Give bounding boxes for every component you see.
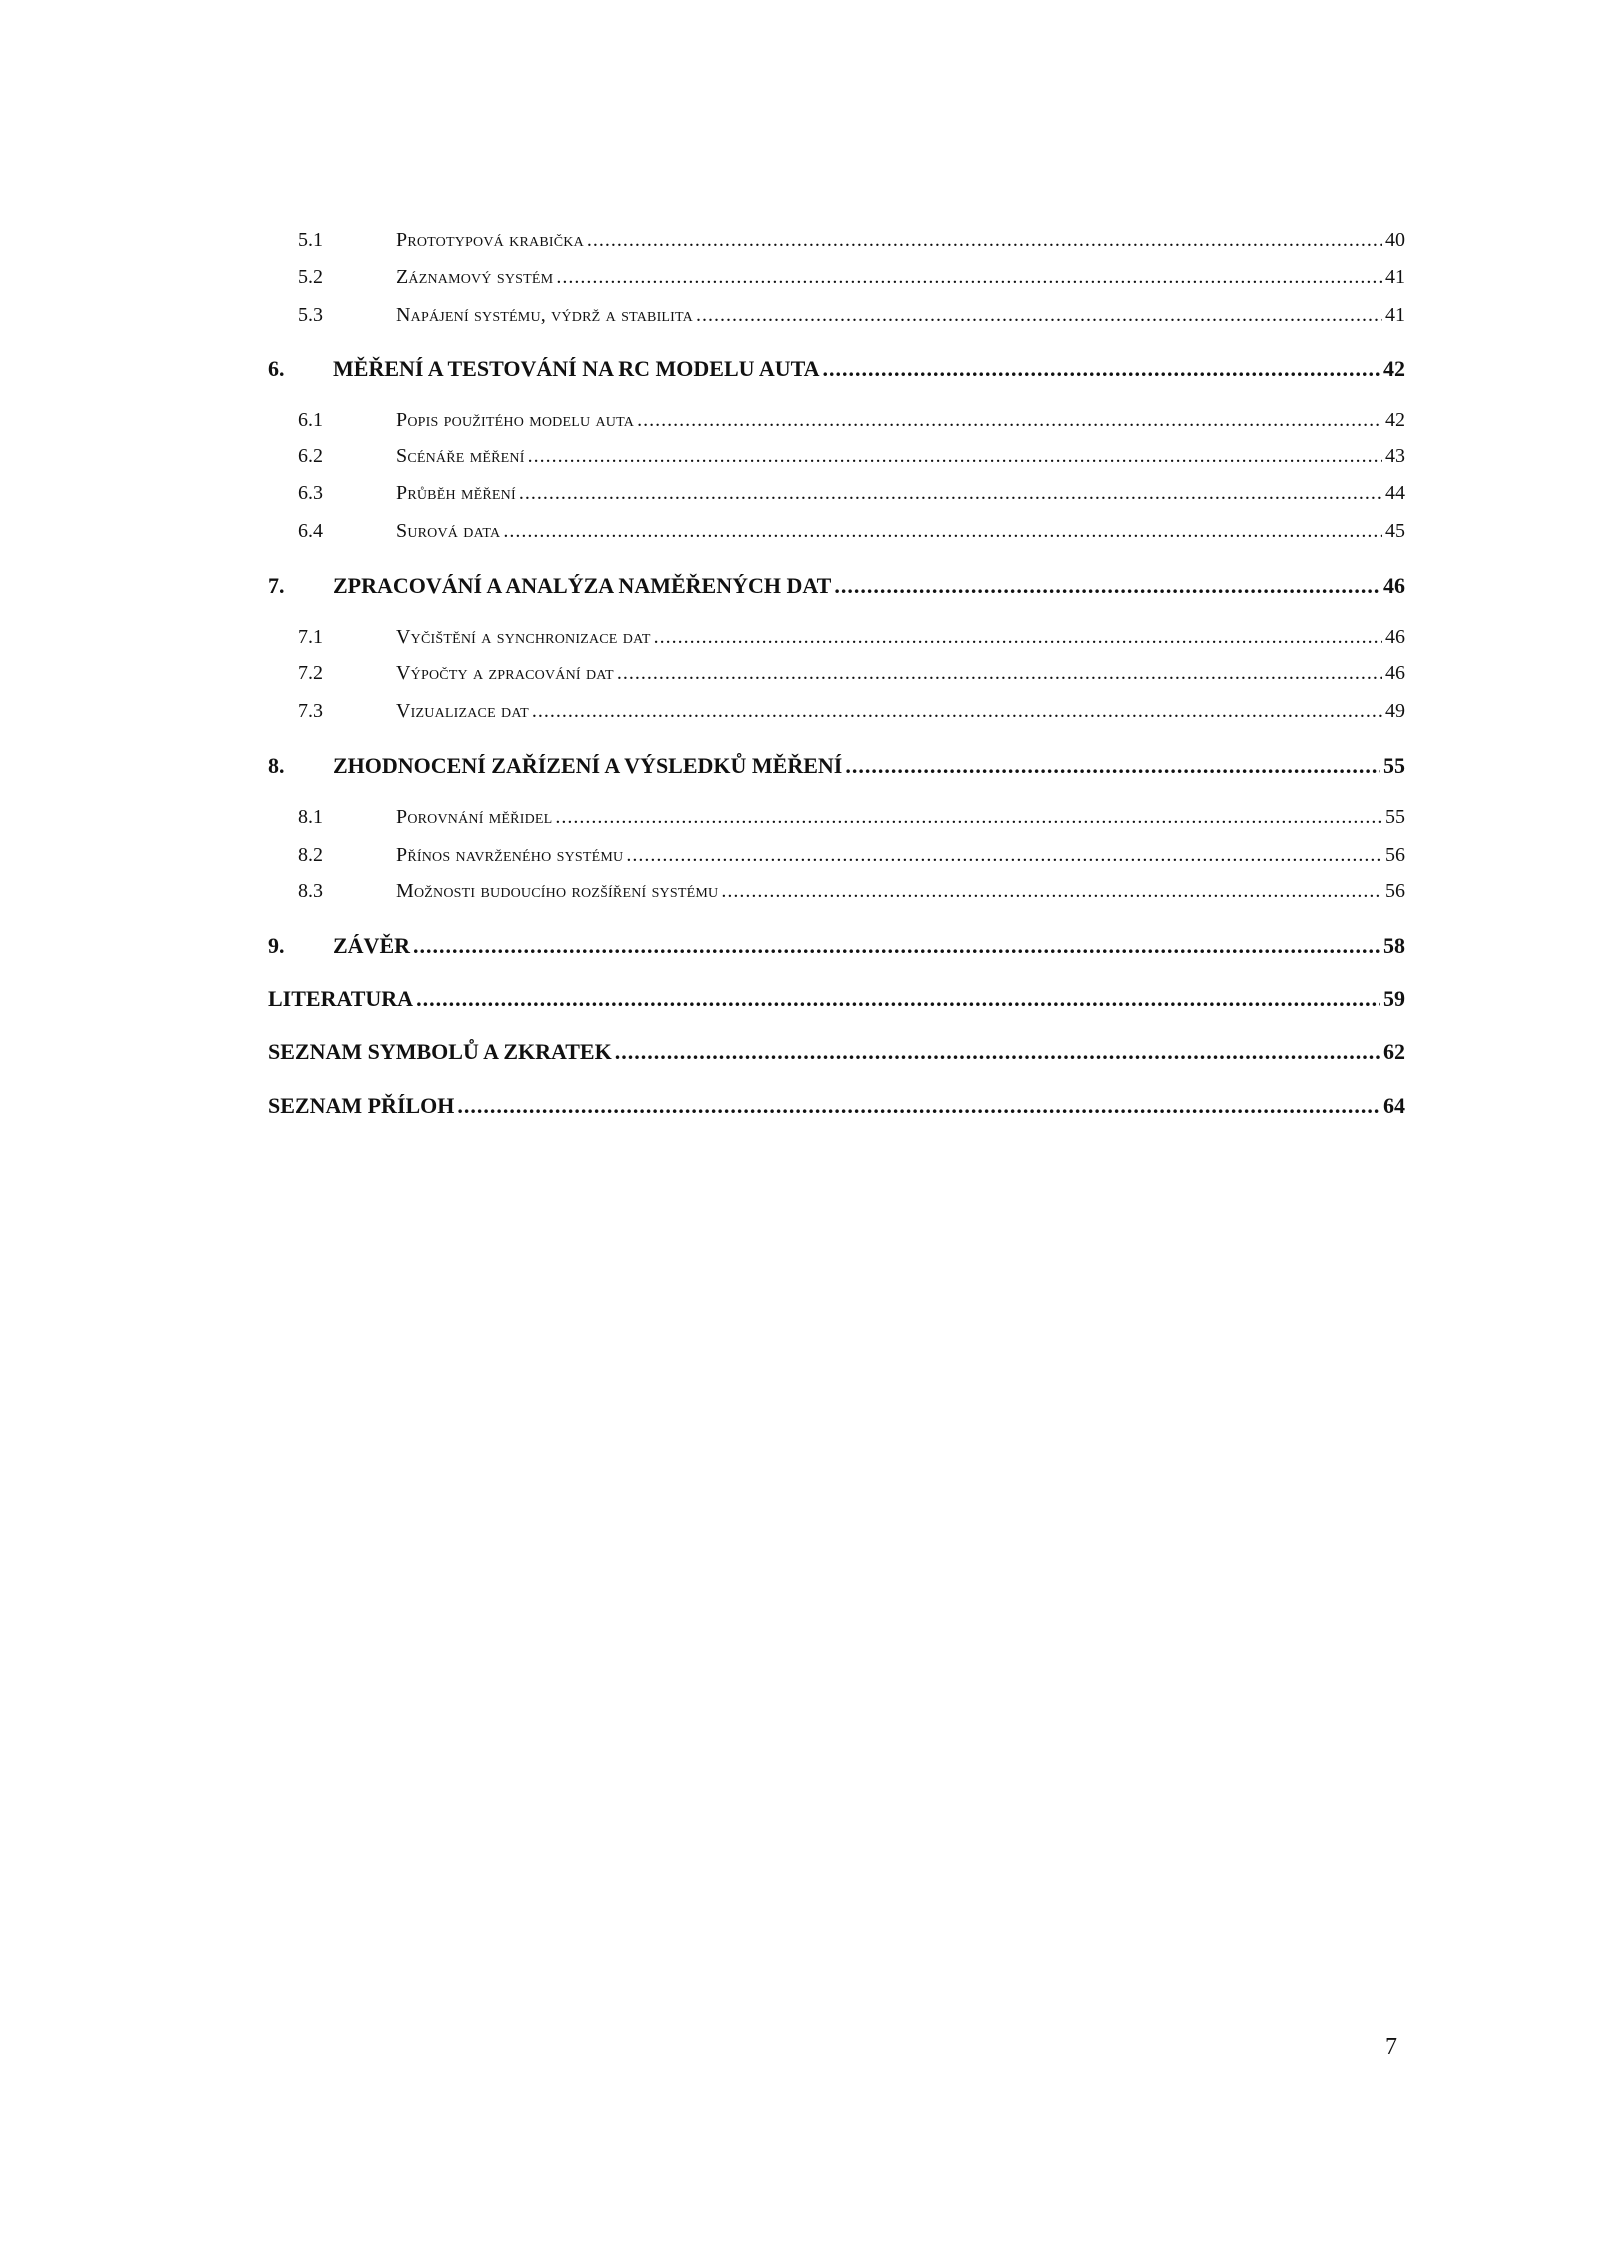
- toc-entry-number: 6.2: [298, 445, 323, 467]
- dot-leader: [654, 626, 1382, 649]
- toc-entry-title: Scénáře měření: [396, 445, 525, 467]
- toc-entry-number: 9.: [268, 933, 285, 958]
- toc-entry-number: 5.3: [298, 304, 323, 326]
- toc-entry-number: 5.2: [298, 266, 323, 288]
- toc-entry-number: 6.3: [298, 482, 323, 504]
- toc-entry-page: 56: [1385, 880, 1405, 902]
- toc-entry-page: 43: [1385, 445, 1405, 467]
- toc-entry-page: 41: [1385, 304, 1405, 326]
- dot-leader: [503, 520, 1382, 543]
- toc-section-entry[interactable]: [268, 700, 1405, 723]
- toc-entry-title: Vizualizace dat: [396, 700, 529, 722]
- toc-entry-page: 41: [1385, 266, 1405, 288]
- toc-entry-title: Možnosti budoucího rozšíření systému: [396, 880, 719, 902]
- toc-section-entry[interactable]: [268, 844, 1405, 867]
- dot-leader: [617, 662, 1382, 685]
- toc-chapter-entry[interactable]: [268, 573, 1405, 599]
- toc-entry-title: LITERATURA: [268, 986, 414, 1011]
- toc-entry-page: 46: [1385, 662, 1405, 684]
- toc-entry-page: 45: [1385, 520, 1405, 542]
- dot-leader: [555, 806, 1382, 829]
- dot-leader: [457, 1093, 1380, 1119]
- toc-entry-number: 5.1: [298, 229, 323, 251]
- toc-chapter-entry[interactable]: [268, 986, 1405, 1012]
- toc-chapter-entry[interactable]: [268, 753, 1405, 779]
- dot-leader: [532, 700, 1382, 723]
- toc-entry-title: Přínos navrženého systému: [396, 844, 624, 866]
- dot-leader: [721, 880, 1382, 903]
- toc-section-entry[interactable]: [268, 229, 1405, 252]
- toc-entry-title: Napájení systému, výdrž a stabilita: [396, 304, 693, 326]
- toc-entry-page: 55: [1385, 806, 1405, 828]
- toc-entry-title: ZPRACOVÁNÍ A ANALÝZA NAMĚŘENÝCH DAT: [333, 573, 832, 598]
- dot-leader: [416, 986, 1380, 1012]
- toc-section-entry[interactable]: [268, 304, 1405, 327]
- toc-entry-number: 6.: [268, 356, 285, 381]
- dot-leader: [587, 229, 1382, 252]
- dot-leader: [615, 1039, 1380, 1065]
- toc-section-entry[interactable]: [268, 409, 1405, 432]
- toc-entry-title: Porovnání měřidel: [396, 806, 553, 828]
- toc-section-entry[interactable]: [268, 520, 1405, 543]
- toc-entry-title: Surová data: [396, 520, 501, 542]
- dot-leader: [834, 573, 1380, 599]
- toc-entry-number: 7.1: [298, 626, 323, 648]
- dot-leader: [556, 266, 1382, 289]
- toc-section-entry[interactable]: [268, 266, 1405, 289]
- dot-leader: [823, 356, 1380, 382]
- toc-section-entry[interactable]: [268, 880, 1405, 903]
- dot-leader: [528, 445, 1382, 468]
- toc-entry-page: 64: [1383, 1093, 1405, 1118]
- toc-entry-number: 6.4: [298, 520, 323, 542]
- toc-entry-page: 42: [1385, 409, 1405, 431]
- toc-entry-number: 8.: [268, 753, 285, 778]
- toc-entry-page: 62: [1383, 1039, 1405, 1064]
- toc-entry-page: 59: [1383, 986, 1405, 1011]
- toc-entry-page: 46: [1385, 626, 1405, 648]
- toc-entry-number: 7.: [268, 573, 285, 598]
- page-number: 7: [1385, 2034, 1397, 2060]
- toc-chapter-entry[interactable]: [268, 933, 1405, 959]
- toc-entry-number: 8.1: [298, 806, 323, 828]
- toc-entry-title: SEZNAM SYMBOLŮ A ZKRATEK: [268, 1039, 612, 1064]
- toc-entry-title: Průběh měření: [396, 482, 516, 504]
- toc-entry-title: Výpočty a zpracování dat: [396, 662, 614, 684]
- toc-entry-number: 8.2: [298, 844, 323, 866]
- toc-entry-number: 7.2: [298, 662, 323, 684]
- toc-entry-page: 44: [1385, 482, 1405, 504]
- toc-section-entry[interactable]: [268, 806, 1405, 829]
- toc-section-entry[interactable]: [268, 482, 1405, 505]
- toc-entry-number: 6.1: [298, 409, 323, 431]
- toc-section-entry[interactable]: [268, 662, 1405, 685]
- toc-section-entry[interactable]: [268, 445, 1405, 468]
- toc-entry-title: Záznamový systém: [396, 266, 554, 288]
- toc-entry-number: 7.3: [298, 700, 323, 722]
- toc-entry-title: SEZNAM PŘÍLOH: [268, 1093, 455, 1118]
- toc-entry-page: 58: [1383, 933, 1405, 958]
- dot-leader: [696, 304, 1382, 327]
- dot-leader: [626, 844, 1382, 867]
- dot-leader: [637, 409, 1382, 432]
- toc-entry-page: 40: [1385, 229, 1405, 251]
- toc-entry-title: Vyčištění a synchronizace dat: [396, 626, 651, 648]
- toc-chapter-entry[interactable]: [268, 1039, 1405, 1065]
- toc-chapter-entry[interactable]: [268, 1093, 1405, 1119]
- toc-entry-page: 49: [1385, 700, 1405, 722]
- dot-leader: [519, 482, 1382, 505]
- toc-chapter-entry[interactable]: [268, 356, 1405, 382]
- toc-entry-title: Prototypová krabička: [396, 229, 584, 251]
- toc-entry-page: 42: [1383, 356, 1405, 381]
- toc-entry-page: 56: [1385, 844, 1405, 866]
- toc-section-entry[interactable]: [268, 626, 1405, 649]
- toc-entry-number: 8.3: [298, 880, 323, 902]
- dot-leader: [413, 933, 1380, 959]
- toc-entry-title: Popis použitého modelu auta: [396, 409, 635, 431]
- toc-entry-title: MĚŘENÍ A TESTOVÁNÍ NA RC MODELU AUTA: [333, 356, 820, 381]
- toc-entry-title: ZÁVĚR: [333, 933, 411, 958]
- toc-entry-title: ZHODNOCENÍ ZAŘÍZENÍ A VÝSLEDKŮ MĚŘENÍ: [333, 753, 843, 778]
- dot-leader: [845, 753, 1380, 779]
- toc-entry-page: 55: [1383, 753, 1405, 778]
- toc-entry-page: 46: [1383, 573, 1405, 598]
